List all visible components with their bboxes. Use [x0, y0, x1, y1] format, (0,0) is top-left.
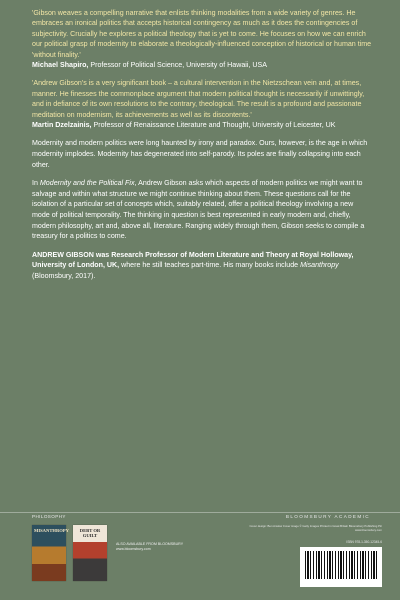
blurb-text: , Andrew Gibson asks which aspects of modern politics we might want to salvage and within what structure we might continue thinking about them. These questions call for the isolation of a particular set of concepts which, suitably related, offer a political theology involving a new mode of political temporality. The thinking in question is best represented in early modern and, chiefly, modern philosophy, art and, above all, literature. Ranging widely through them, Gibson seeks to compile a treasury for a politics to come.: [32, 179, 365, 241]
blurb-paragraph-1: Modernity and modern politics were long haunted by irony and paradox. Ours, however, is the age in which modernity implodes. Modernity has degenerated into self-parody. Its poles are finally collapsing into each other.: [32, 139, 368, 169]
blurb-text: In: [32, 179, 40, 188]
series-label: PHILOSOPHY: [32, 514, 66, 519]
related-book-title: MISANTHROPY: [34, 528, 69, 533]
also-available-text: ALSO AVAILABLE FROM BLOOMSBURY www.bloomsbury.com: [116, 542, 184, 551]
legal-text: Cover design: Ben Anslow Cover image © Getty Images Printed in Great Britain Bloomsbury Publishing Plc www.bloomsbury.com: [249, 524, 382, 532]
endorsement-attribution: [32, 120, 372, 130]
related-book-title: DEBT OR GUILT: [79, 528, 101, 538]
back-cover-text: [32, 8, 372, 282]
endorser-name: Michael Shapiro,: [32, 61, 89, 70]
author-bio-end: (Bloomsbury, 2017).: [32, 272, 96, 280]
endorser-affiliation: Professor of Political Science, University of Hawaii, USA: [90, 61, 267, 70]
endorsement-quote: 'Gibson weaves a compelling narrative that enlists thinking modalities from a wide variety of genres. He embraces an ironical politics that accepts historical contingency as much as it does the contingencies of subjectivity. Crucially he explores a political theology that is yet to come. He focuses on how we can enrich our political grasp of modernity to elaborate a theologically-influenced conception of historical or human time 'without finality.': [32, 9, 372, 59]
endorser-name: Martin Dzelzainis,: [32, 121, 92, 130]
endorsement-2: [32, 78, 372, 130]
author-book-title: Misanthropy: [300, 261, 339, 270]
endorsement-1: [32, 8, 372, 70]
related-book-cover-2: [73, 525, 107, 581]
endorsement-attribution: [32, 60, 372, 70]
endorser-affiliation: Professor of Renaissance Literature and Thought, University of Leicester, UK: [93, 121, 336, 130]
barcode-lines: [305, 551, 377, 579]
barcode: [300, 547, 382, 587]
isbn-label: ISBN 978-1-350-12345-6: [346, 540, 382, 544]
book-title-italic: Modernity and the Political Fix: [39, 179, 135, 188]
related-book-cover-1: [32, 525, 69, 581]
author-bio-bold: ANDREW GIBSON was Research Professor of Modern Literature and Theory at Royal Holloway, University of London, UK,: [32, 250, 354, 270]
blurb-paragraph-2: [32, 178, 372, 242]
author-bio: [32, 250, 372, 282]
author-bio-text: where he still teaches part-time. His many books include: [119, 261, 301, 270]
publisher-name: BLOOMSBURY ACADEMIC: [285, 514, 370, 519]
endorsement-quote: 'Andrew Gibson's is a very significant book – a cultural intervention in the Nietzschean vein and, at times, manner. He finesses the commonplace argument that modern political thought is necessarily if unwittingly, and in defiance of its own resolutions to the contrary, theological. The result is a profound and passionate meditation on modernism, its achievements as well as its discontents.': [32, 79, 365, 119]
